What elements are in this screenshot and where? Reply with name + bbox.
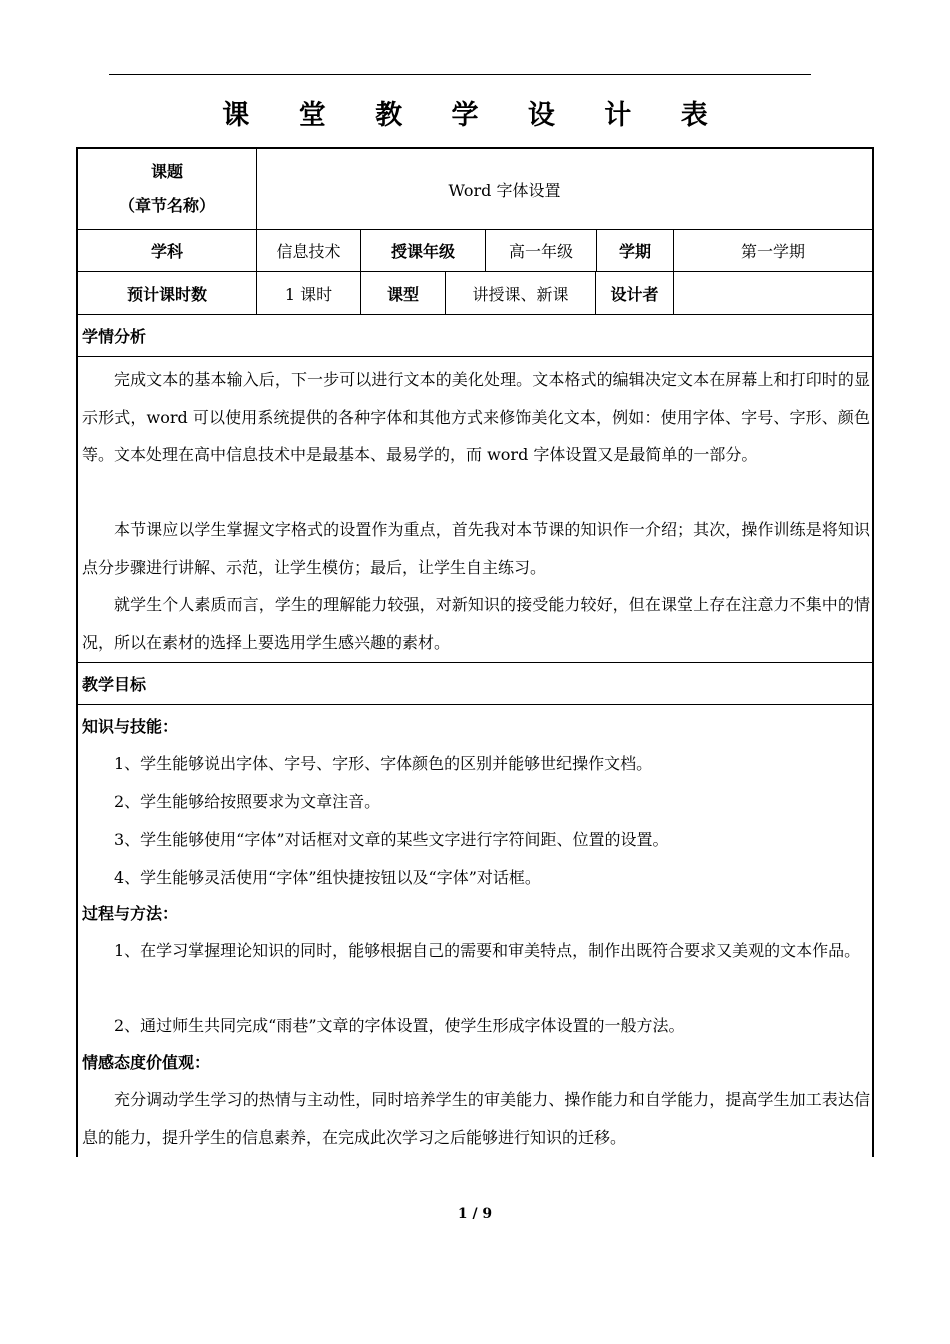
designer-value: [673, 272, 872, 314]
term-label: 学期: [596, 230, 673, 271]
analysis-paragraph: 本节课应以学生掌握文字格式的设置作为重点，首先我对本节课的知识作一介绍；其次，操作训练是将知识点分步骤进行讲解、示范，让学生模仿；最后，让学生自主练习。: [82, 520, 870, 577]
process-item: 2、通过师生共同完成“雨巷”文章的字体设置，使学生形成字体设置的一般方法。: [114, 1016, 685, 1035]
document-title: 课 堂 教 学 设 计 表: [222, 100, 728, 131]
process-methods-heading: 过程与方法：: [82, 904, 179, 923]
knowledge-item: 1、学生能够说出字体、字号、字形、字体颜色的区别并能够世纪操作文档。: [114, 754, 653, 773]
knowledge-item: 4、学生能够灵活使用“字体”组快捷按钮以及“字体”对话框。: [114, 868, 541, 887]
subject-label: 学科: [150, 242, 183, 261]
topic-label-line2: （章节名称）: [118, 196, 215, 215]
header-rule: [109, 74, 811, 75]
topic-label: [78, 149, 256, 229]
designer-label: 设计者: [595, 272, 673, 314]
analysis-body: [78, 357, 872, 663]
knowledge-item: 3、学生能够使用“字体”对话框对文章的某些文字进行字符间距、位置的设置。: [114, 830, 669, 849]
type-value: 讲授课、新课: [445, 272, 595, 314]
type-label: 课型: [360, 272, 445, 314]
emotion-values-heading: 情感态度价值观：: [82, 1053, 211, 1072]
lesson-design-table: [76, 147, 874, 1157]
analysis-heading: 学情分析: [78, 315, 872, 357]
analysis-paragraph: 完成文本的基本输入后，下一步可以进行文本的美化处理。文本格式的编辑决定文本在屏幕上和打印时的显示形式，word 可以使用系统提供的各种字体和其他方式来修饰美化文本，例如：使用字体、字号、字形、颜色等。文本处理在高中信息技术中是最基本、最易学的，而 word 字体设置又是最简单的一部分。: [82, 370, 870, 464]
topic-label-line1: 课题: [150, 162, 183, 181]
objectives-heading: 教学目标: [78, 663, 872, 705]
analysis-paragraph: 就学生个人素质而言，学生的理解能力较强，对新知识的接受能力较好，但在课堂上存在注意力不集中的情况，所以在素材的选择上要选用学生感兴趣的素材。: [82, 595, 870, 652]
subject-value: 信息技术: [256, 230, 360, 271]
subject-row: [78, 230, 872, 272]
page-number: 1 / 9: [457, 1206, 493, 1222]
topic-row: [78, 149, 872, 230]
emotion-item: 充分调动学生学习的热情与主动性，同时培养学生的审美能力、操作能力和自学能力，提高学生加工表达信息的能力，提升学生的信息素养，在完成此次学习之后能够进行知识的迁移。: [82, 1090, 870, 1147]
hours-value: 1 课时: [256, 272, 360, 314]
knowledge-skills-heading: 知识与技能：: [82, 717, 179, 736]
process-item: 1、在学习掌握理论知识的同时，能够根据自己的需要和审美特点，制作出既符合要求又美观的文本作品。: [114, 941, 861, 960]
knowledge-item: 2、学生能够给按照要求为文章注音。: [114, 792, 381, 811]
topic-value: Word 字体设置: [256, 149, 872, 229]
hours-row: [78, 272, 872, 315]
grade-value: 高一年级: [485, 230, 596, 271]
grade-label: 授课年级: [360, 230, 485, 271]
term-value: 第一学期: [673, 230, 872, 271]
hours-label: 预计课时数: [126, 284, 207, 304]
